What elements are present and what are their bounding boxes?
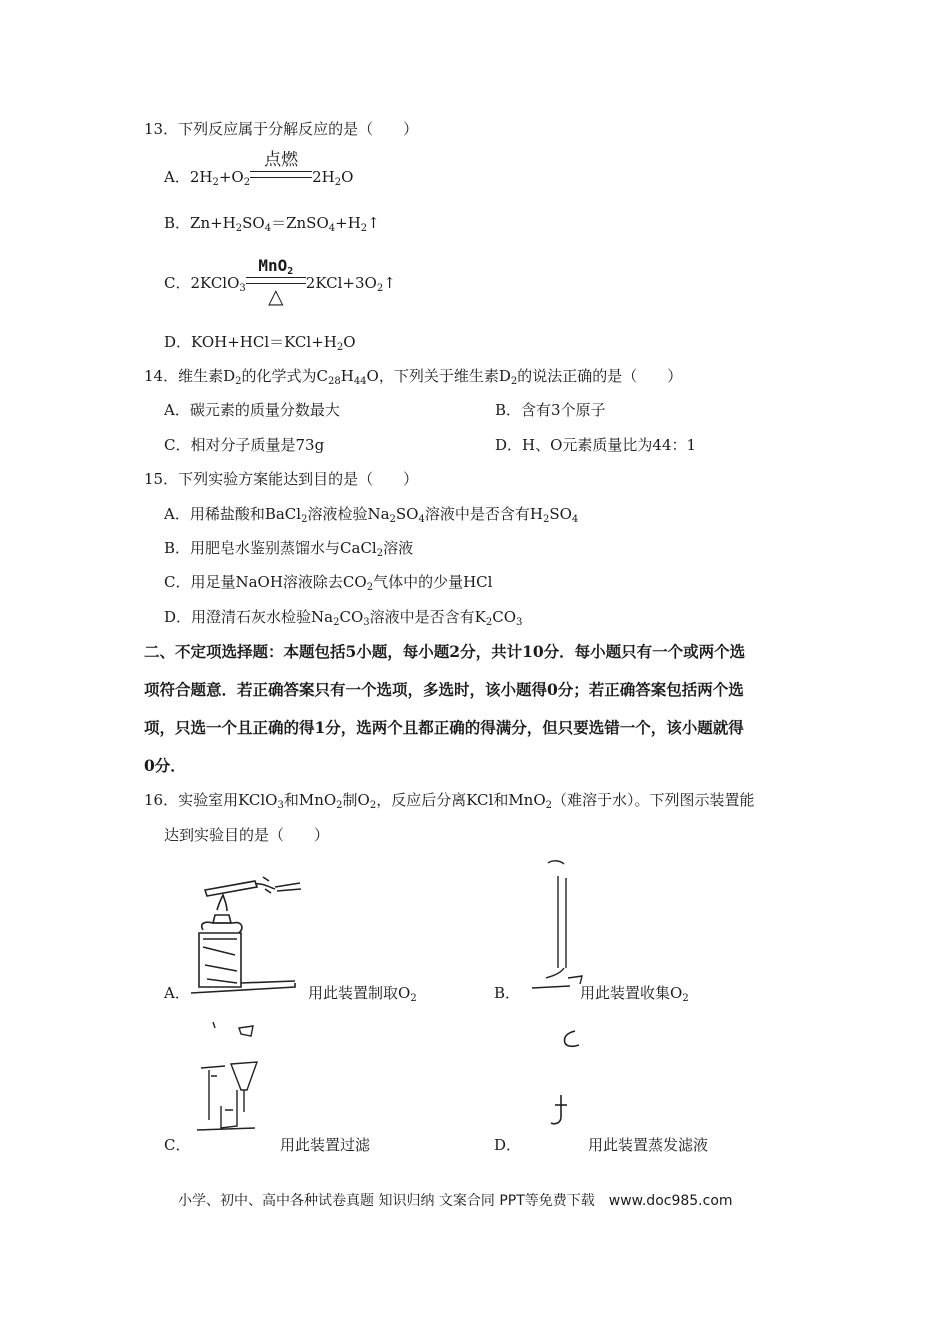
gas-arrow: ↑ <box>383 274 396 292</box>
q13-option-b: B．$Zn+H_2SO_4=ZnSO_4+H_2↑$ <box>164 214 380 234</box>
q16-option-d-label: D． <box>494 1136 522 1154</box>
apparatus-evaporating-icon <box>545 1025 595 1135</box>
gas-arrow: ↑ <box>367 214 380 232</box>
section2-line3: 项，只选一个且正确的得1分，选两个且都正确的得满分，但只要选错一个，该小题就得 <box>144 718 744 737</box>
q15-option-d: D．用澄清石灰水检验$Na_2CO_3$溶液中是否含有$K_2CO_3$ <box>164 608 523 628</box>
q16-option-a-text: 用此装置制取$O_2$ <box>308 984 417 1004</box>
apparatus-filtering-icon <box>195 1020 275 1135</box>
q13-option-d: D．$KOH+HCl=KCl+H_2O$ <box>164 333 356 353</box>
section2-line2: 项符合题意．若正确答案只有一个选项，多选时，该小题得0分；若正确答案包括两个选 <box>144 680 744 699</box>
apparatus-collecting-icon <box>530 858 590 998</box>
q15-option-b: B．用肥皂水鉴别蒸馏水与CaCl$_2$溶液 <box>164 539 414 559</box>
q16-option-d-text: 用此装置蒸发滤液 <box>588 1136 709 1154</box>
q14-stem: 14．维生素$D_2$的化学式为$C_{28}H_{44}O$，下列关于维生素$D_2$的说法正确的是（ ） <box>144 367 683 387</box>
q16-option-c-label: C． <box>164 1136 191 1154</box>
q14-option-b: B．含有3个原子 <box>495 401 606 419</box>
q16-option-c-text: 用此装置过滤 <box>280 1136 371 1154</box>
heat-triangle-icon: △ <box>268 284 284 308</box>
section2-line4: 0分． <box>144 756 186 775</box>
q16-option-a-label: A． <box>164 984 190 1002</box>
q16-stem: 16．实验室用KClO$_3$和MnO$_2$制$O_2$，反应后分离KCl和MnO$_2$（难溶于水）。下列图示装置能 <box>144 791 755 811</box>
ignite-condition: 点燃 <box>264 150 299 170</box>
q13-stem: 13．下列反应属于分解反应的是（ ） <box>144 120 419 138</box>
q13-option-a: A．$2H_2+O_2$ 点燃 $2H_2O$ <box>164 150 354 188</box>
page-footer: 小学、初中、高中各种试卷真题 知识归纳 文案合同 PPT等免费下载 www.doc985.com <box>178 1193 733 1209</box>
q15-option-a: A．用稀盐酸和BaCl$_2$溶液检验$Na_2SO_4$溶液中是否含有$H_2SO_4$ <box>164 505 579 525</box>
q14-option-a: A．碳元素的质量分数最大 <box>164 401 340 419</box>
q14-option-c: C．相对分子质量是73g <box>164 436 325 454</box>
q15-option-c: C．用足量NaOH溶液除去$CO_2$气体中的少量HCl <box>164 573 493 593</box>
q15-stem: 15．下列实验方案能达到目的是（ ） <box>144 470 419 488</box>
q16-stem-line2: 达到实验目的是（ ） <box>164 826 330 844</box>
q16-option-b-label: B． <box>494 984 521 1002</box>
section2-line1: 二、不定项选择题：本题包括5小题，每小题2分，共计10分．每小题只有一个或两个选 <box>144 642 746 661</box>
q16-option-b-text: 用此装置收集$O_2$ <box>580 984 689 1004</box>
apparatus-heating-icon <box>185 875 310 995</box>
q14-option-d: D．H、O元素质量比为44：1 <box>495 436 697 454</box>
q13-option-c: C．2KClO$_3$ MnO$_2$ △ $2KCl+3O_2↑$ <box>164 256 396 308</box>
